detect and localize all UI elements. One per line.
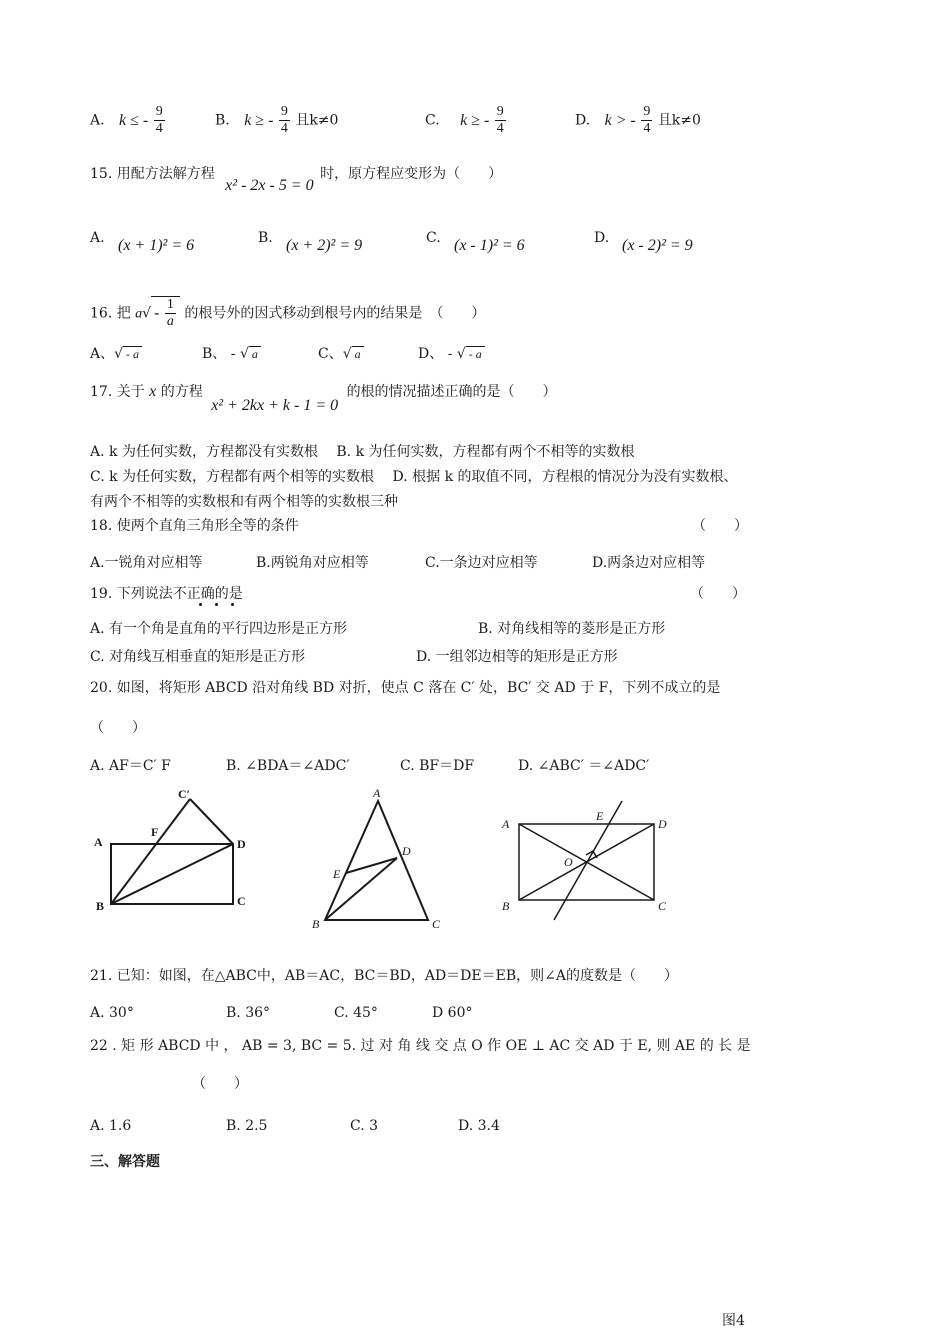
coefficient: a xyxy=(135,306,143,322)
label-a: A xyxy=(502,817,510,831)
segment-bc1 xyxy=(111,799,190,904)
option-label: C. xyxy=(426,230,441,246)
emphasis-dot xyxy=(215,603,218,606)
variable: x xyxy=(149,383,157,400)
q17-options-line2: C. k 为任何实数，方程都有两个相等的实数根 D. 根据 k 的取值不同，方程根的情况分为没有实数根、 xyxy=(90,469,738,485)
q20-stem: 20. 如图，将矩形 ABCD 沿对角线 BD 对折，使点 C 落在 C′ 处，BC′ 交 AD 于 F，下列不成立的是 xyxy=(90,680,721,696)
section-heading: 三、解答题 xyxy=(90,1154,160,1170)
stem-text: 16. 把 xyxy=(90,305,131,322)
figure-rectangle-diagonals xyxy=(519,801,654,920)
q21-option-b: B. 36° xyxy=(226,1005,271,1021)
q22-option-b: B. 2.5 xyxy=(226,1118,268,1134)
label-a: A xyxy=(373,786,381,800)
equation: x² - 2x - 5 = 0 xyxy=(225,177,314,194)
q18-stem: 18. 使两个直角三角形全等的条件 xyxy=(90,518,299,534)
fraction: $\frac{9}{4}$ xyxy=(155,104,163,136)
label-c-prime: C′ xyxy=(178,787,191,801)
option-expr: (x - 2)² = 9 xyxy=(622,237,693,254)
option-expr: k ≤ - xyxy=(119,111,149,129)
q14-option-a xyxy=(90,104,166,137)
figures-row xyxy=(0,780,950,940)
label-f: F xyxy=(151,825,159,839)
figure-rectangle-fold xyxy=(111,799,233,904)
option-tail: 且k≠0 xyxy=(295,112,339,129)
option-tail: 且k≠0 xyxy=(657,112,701,129)
q17-stem xyxy=(90,382,557,414)
label-e: E xyxy=(596,809,604,823)
option-label: B. xyxy=(258,230,273,246)
option-label: D. xyxy=(594,230,610,246)
label-c: C xyxy=(237,894,246,908)
option-expr: k > - xyxy=(604,111,636,129)
figure-isosceles-triangle xyxy=(325,801,428,920)
option-label: B. xyxy=(215,112,230,129)
q15-stem xyxy=(90,164,503,194)
label-e: E xyxy=(333,867,341,881)
q21-option-c: C. 45° xyxy=(334,1005,378,1021)
q21-option-a: A. 30° xyxy=(90,1005,134,1021)
q16-stem xyxy=(90,296,485,330)
label-d: D xyxy=(237,837,246,851)
stem-text: 时，原方程应变形为（ ） xyxy=(320,166,503,182)
option-label: A. xyxy=(90,112,105,129)
fraction: $\frac{9}{4}$ xyxy=(280,104,288,136)
q17-options-line3: 有两个不相等的实数根和有两个相等的实数根三种 xyxy=(90,494,398,510)
q18-option-c: C.一条边对应相等 xyxy=(425,555,538,571)
option-label: C. xyxy=(425,112,440,129)
stem-text: 的方程 xyxy=(160,384,203,400)
q19-answer-paren: （ ） xyxy=(690,586,746,602)
q19-option-d: D. 一组邻边相等的矩形是正方形 xyxy=(416,649,618,665)
stem-text: 15. 用配方法解方程 xyxy=(90,166,215,182)
diagonal-bd xyxy=(111,844,233,904)
q21-stem: 21. 已知：如图，在△ABC中，AB＝AC，BC＝BD，AD＝DE＝EB，则∠A的度数是（ ） xyxy=(90,968,678,984)
q18-option-d: D.两条边对应相等 xyxy=(592,555,706,571)
q16-option-d: D、 - √ - a xyxy=(418,344,485,364)
label-d: D xyxy=(658,817,667,831)
fraction: $\frac{9}{4}$ xyxy=(643,104,651,136)
option-expr: k ≥ - xyxy=(244,111,274,129)
equation: x² + 2kx + k - 1 = 0 xyxy=(211,397,339,414)
q22-option-c: C. 3 xyxy=(350,1118,379,1134)
option-expr: (x + 2)² = 9 xyxy=(286,237,363,254)
q14-option-c xyxy=(425,104,507,137)
figure-label: 图4 xyxy=(722,1313,745,1329)
stem-text: 的根的情况描述正确的是（ ） xyxy=(346,384,557,400)
q20-option-a: A. AF＝C′ F xyxy=(90,758,171,774)
stem-text: 的根号外的因式移动到根号内的结果是 （ ） xyxy=(184,305,486,322)
radicand: - $\frac{1}{a}$ xyxy=(151,296,180,330)
q22-option-d: D. 3.4 xyxy=(458,1118,500,1134)
label-b: B xyxy=(502,899,510,913)
option-expr: k ≥ - xyxy=(460,111,490,129)
q18-option-b: B.两锐角对应相等 xyxy=(256,555,369,571)
q20-option-b: B. ∠BDA＝∠ADC′ xyxy=(226,758,350,774)
label-c: C xyxy=(432,917,441,931)
segment-c1d xyxy=(190,799,233,844)
q18-answer-paren: （ ） xyxy=(692,518,748,534)
q22-option-a: A. 1.6 xyxy=(90,1118,132,1134)
emphasis-dot xyxy=(199,603,202,606)
q16-option-c: C、√ a xyxy=(318,344,364,364)
q18-option-a: A.一锐角对应相等 xyxy=(90,555,203,571)
label-d: D xyxy=(402,844,411,858)
q20-answer-paren: （ ） xyxy=(90,720,146,736)
fraction: $\frac{9}{4}$ xyxy=(496,104,504,136)
label-b: B xyxy=(312,917,320,931)
q19-option-b: B. 对角线相等的菱形是正方形 xyxy=(478,621,666,637)
q17-options-line1: A. k 为任何实数，方程都没有实数根 B. k 为任何实数，方程都有两个不相等的实数根 xyxy=(90,444,635,460)
q20-option-d: D. ∠ABC′ ＝∠ADC′ xyxy=(518,758,650,774)
q16-option-b: B、 - √ a xyxy=(202,344,261,364)
label-c: C xyxy=(658,899,667,913)
emphasis-dot xyxy=(231,603,234,606)
option-expr: (x + 1)² = 6 xyxy=(118,237,195,254)
option-expr: (x - 1)² = 6 xyxy=(454,237,525,254)
option-label: A. xyxy=(90,230,105,246)
q21-option-d: D 60° xyxy=(432,1005,473,1021)
stem-text: 17. 关于 xyxy=(90,384,145,400)
radical-sign: √ xyxy=(142,305,152,322)
label-a: A xyxy=(94,835,103,849)
label-o: O xyxy=(564,855,573,869)
q19-stem: 19. 下列说法不正确的是 xyxy=(90,586,243,602)
q19-option-c: C. 对角线互相垂直的矩形是正方形 xyxy=(90,649,306,665)
q16-option-a: A、√ - a xyxy=(90,344,142,364)
option-label: D. xyxy=(575,112,591,129)
q22-stem: 22 . 矩 形 ABCD 中 ， AB = 3, BC = 5. 过 对 角 线 交 点 O 作 OE ⊥ AC 交 AD 于 E, 则 AE 的 长 是 xyxy=(90,1038,751,1054)
q19-option-a: A. 有一个角是直角的平行四边形是正方形 xyxy=(90,621,348,637)
q20-option-c: C. BF＝DF xyxy=(400,758,475,774)
q14-option-b xyxy=(215,104,338,137)
q22-answer-paren: （ ） xyxy=(192,1076,248,1092)
label-b: B xyxy=(96,899,105,913)
q14-option-d xyxy=(575,104,701,137)
